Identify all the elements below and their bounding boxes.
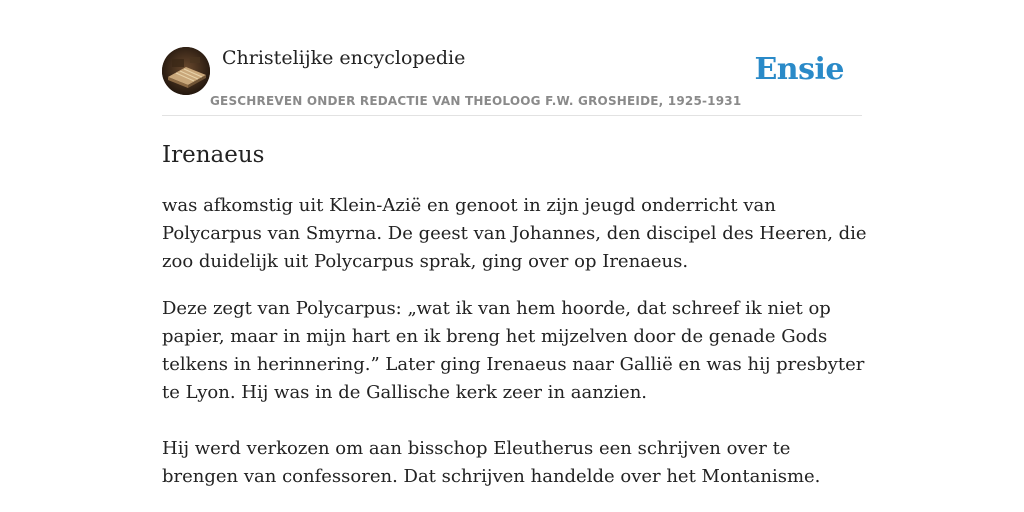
article-paragraph-3: Hij werd verkozen om aan bisschop Eleutherus een schrijven over te brengen van confessoren. Dat schrijven handelde over het Montanisme. xyxy=(162,438,821,487)
site-title[interactable]: Christelijke encyclopedie xyxy=(222,47,466,69)
article-paragraph-2: Deze zegt van Polycarpus: „wat ik van hem hoorde, dat schreef ik niet op papier, maar in mijn hart en ik breng het mijzelven door de genade Gods telkens in herinnering.” Later ging Irenaeus naar Gallië en was hij presbyter te Lyon. Hij was in de Gallische kerk zeer in aanzien. xyxy=(162,298,865,403)
article-title: Irenaeus xyxy=(162,142,265,168)
site-header xyxy=(162,46,862,116)
encyclopedia-avatar[interactable] xyxy=(162,47,210,95)
site-subtitle: GESCHREVEN ONDER REDACTIE VAN THEOLOOG F.W. GROSHEIDE, 1925-1931 xyxy=(210,94,742,108)
brand-logo[interactable]: Ensie xyxy=(754,52,844,87)
article xyxy=(162,138,872,491)
book-photo-icon xyxy=(162,47,210,95)
article-paragraph-1: was afkomstig uit Klein-Azië en genoot in zijn jeugd onderricht van Polycarpus van Smyrna. De geest van Johannes, den discipel des Heeren, die zoo duidelijk uit Polycarpus sprak, ging over op Irenaeus. xyxy=(162,195,867,272)
